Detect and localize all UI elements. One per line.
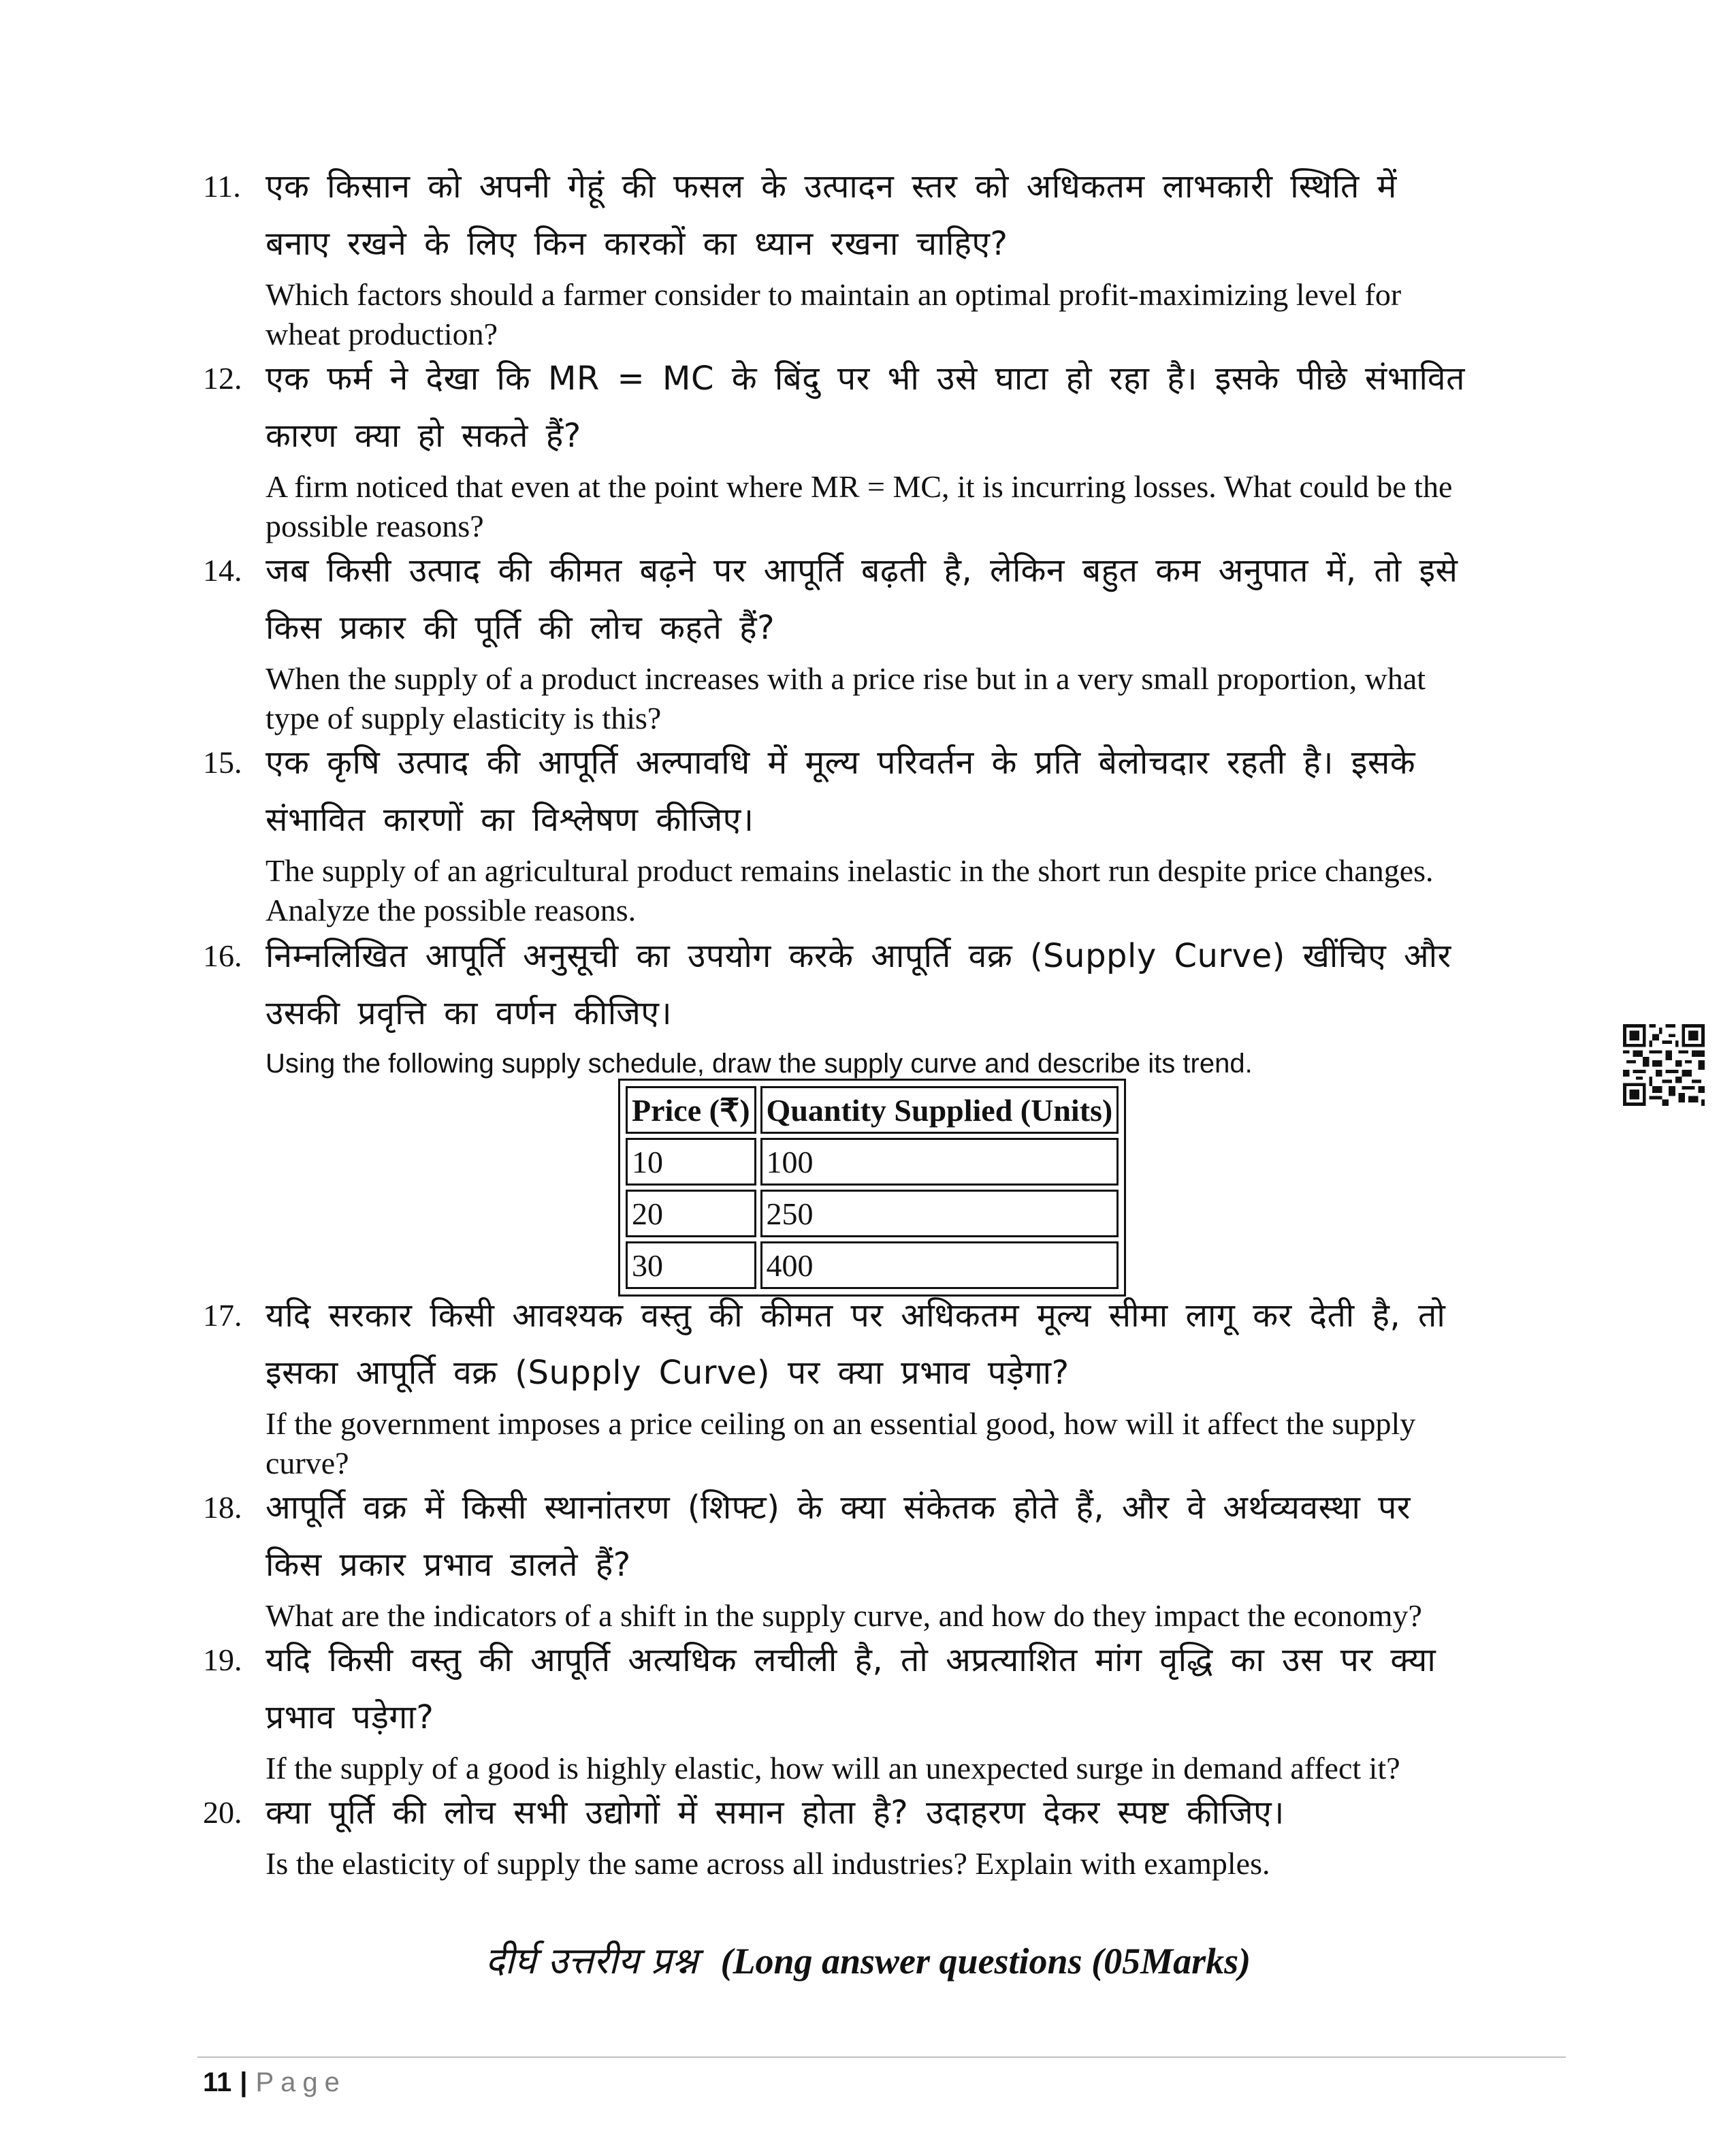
table-cell: 400 bbox=[760, 1241, 1119, 1289]
question-number: 11. bbox=[203, 169, 241, 204]
section-heading-hindi: दीर्घ उत्तरीय प्रश्न bbox=[485, 1939, 698, 1982]
question-17 bbox=[203, 1287, 1592, 1483]
table-cell: 30 bbox=[626, 1241, 756, 1289]
question-hindi-line-1: एक किसान को अपनी गेहूं की फसल के उत्पादन स्तर को अधिकतम लाभकारी स्थिति में bbox=[266, 168, 1397, 206]
question-14 bbox=[203, 542, 1592, 738]
question-18 bbox=[203, 1479, 1592, 1636]
table-cell: 10 bbox=[626, 1138, 756, 1186]
table-cell: 250 bbox=[760, 1190, 1119, 1237]
question-hindi-line-2: प्रभाव पड़ेगा? bbox=[266, 1698, 434, 1736]
question-english-line-2: type of supply elasticity is this? bbox=[266, 701, 662, 735]
table-row bbox=[626, 1138, 1119, 1186]
qr-code-icon bbox=[1623, 1024, 1705, 1106]
question-number: 14. bbox=[203, 553, 242, 588]
question-number: 19. bbox=[203, 1642, 242, 1677]
question-english-line-1: Is the elasticity of supply the same across all industries? Explain with examples. bbox=[266, 1846, 1270, 1881]
page-footer bbox=[203, 2063, 347, 2101]
question-number: 16. bbox=[203, 938, 242, 973]
question-hindi-line-2: संभावित कारणों का विश्लेषण कीजिए। bbox=[266, 801, 754, 839]
question-hindi-line-2: इसका आपूर्ति वक्र (Supply Curve) पर क्या प्रभाव पड़ेगा? bbox=[266, 1354, 1070, 1392]
question-number: 15. bbox=[203, 745, 242, 780]
question-english-line-2: Analyze the possible reasons. bbox=[266, 893, 637, 927]
question-english-line-1: When the supply of a product increases with a price rise but in a very small proportion, what bbox=[266, 661, 1426, 696]
question-15 bbox=[203, 734, 1592, 930]
question-english-line-1: Using the following supply schedule, draw the supply curve and describe its trend. bbox=[266, 1049, 1253, 1079]
question-number: 20. bbox=[203, 1795, 242, 1830]
question-english-line-1: The supply of an agricultural product remains inelastic in the short run despite price changes. bbox=[266, 853, 1434, 888]
question-english-line-2: wheat production? bbox=[266, 317, 498, 351]
question-19 bbox=[203, 1632, 1592, 1788]
question-16 bbox=[203, 927, 1592, 1083]
question-hindi-line-1: एक कृषि उत्पाद की आपूर्ति अल्पावधि में मूल्य परिवर्तन के प्रति बेलोचदार रहती है। इसके bbox=[266, 744, 1416, 782]
question-english-line-1: A firm noticed that even at the point where MR = MC, it is incurring losses. What could be the bbox=[266, 469, 1453, 504]
question-hindi-line-1: जब किसी उत्पाद की कीमत बढ़ने पर आपूर्ति बढ़ती है, लेकिन बहुत कम अनुपात में, तो इसे bbox=[266, 552, 1458, 590]
section-heading-english: (Long answer questions (05Marks) bbox=[720, 1941, 1251, 1982]
question-hindi-line-1: यदि सरकार किसी आवश्यक वस्तु की कीमत पर अधिकतम मूल्य सीमा लागू कर देती है, तो bbox=[266, 1297, 1446, 1335]
question-hindi-line-1: आपूर्ति वक्र में किसी स्थानांतरण (शिफ्ट) के क्या संकेतक होते हैं, और वे अर्थव्यवस्था पर bbox=[266, 1489, 1411, 1527]
question-hindi-line-2: बनाए रखने के लिए किन कारकों का ध्यान रखना चाहिए? bbox=[266, 225, 1008, 263]
question-number: 17. bbox=[203, 1298, 242, 1333]
section-heading bbox=[0, 1934, 1736, 1984]
footer-separator: | bbox=[240, 2067, 248, 2097]
question-english-line-2: curve? bbox=[266, 1446, 349, 1480]
table-header-row bbox=[626, 1086, 1119, 1134]
question-hindi-line-1: निम्नलिखित आपूर्ति अनुसूची का उपयोग करके आपूर्ति वक्र (Supply Curve) खींचिए और bbox=[266, 937, 1451, 975]
table-row bbox=[626, 1190, 1119, 1237]
page-number: 11 bbox=[203, 2067, 232, 2097]
question-english-line-1: Which factors should a farmer consider to maintain an optimal profit-maximizing level for bbox=[266, 277, 1402, 312]
supply-schedule-table bbox=[618, 1079, 1126, 1297]
question-english-line-1: What are the indicators of a shift in the supply curve, and how do they impact the economy? bbox=[266, 1598, 1422, 1633]
question-english-line-1: If the government imposes a price ceiling on an essential good, how will it affect the supply bbox=[266, 1406, 1416, 1441]
question-hindi-line-2: कारण क्या हो सकते हैं? bbox=[266, 417, 581, 455]
question-number: 12. bbox=[203, 361, 242, 396]
question-english-line-1: If the supply of a good is highly elastic, how will an unexpected surge in demand affect it? bbox=[266, 1751, 1400, 1785]
question-hindi-line-1: यदि किसी वस्तु की आपूर्ति अत्यधिक लचीली है, तो अप्रत्याशित मांग वृद्धि का उस पर क्या bbox=[266, 1641, 1436, 1679]
question-11 bbox=[203, 158, 1592, 354]
table-cell: 100 bbox=[760, 1138, 1119, 1186]
table-header-cell: Price (₹) bbox=[626, 1086, 756, 1134]
question-english-line-2: possible reasons? bbox=[266, 509, 484, 543]
question-20 bbox=[203, 1784, 1592, 1884]
question-number: 18. bbox=[203, 1490, 242, 1525]
footer-divider bbox=[197, 2056, 1566, 2058]
page-label: Page bbox=[255, 2067, 347, 2097]
table-header-cell: Quantity Supplied (Units) bbox=[760, 1086, 1119, 1134]
table-cell: 20 bbox=[626, 1190, 756, 1237]
question-hindi-line-1: एक फर्म ने देखा कि MR = MC के बिंदु पर भी उसे घाटा हो रहा है। इसके पीछे संभावित bbox=[266, 360, 1465, 398]
table-row bbox=[626, 1241, 1119, 1289]
question-hindi-line-2: किस प्रकार की पूर्ति की लोच कहते हैं? bbox=[266, 609, 775, 647]
question-hindi-line-1: क्या पूर्ति की लोच सभी उद्योगों में समान होता है? उदाहरण देकर स्पष्ट कीजिए। bbox=[266, 1794, 1285, 1832]
question-hindi-line-2: उसकी प्रवृत्ति का वर्णन कीजिए। bbox=[266, 994, 673, 1032]
question-12 bbox=[203, 350, 1592, 546]
question-hindi-line-2: किस प्रकार प्रभाव डालते हैं? bbox=[266, 1546, 631, 1584]
